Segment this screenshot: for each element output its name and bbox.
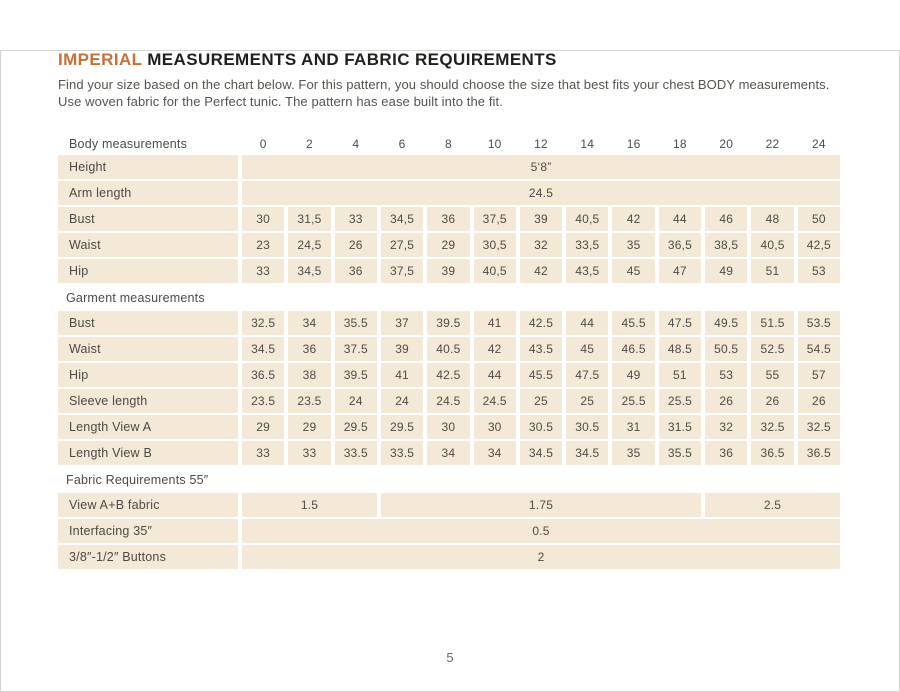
- measurement-cell: 40,5: [566, 207, 608, 231]
- measurement-cell: 30: [242, 207, 284, 231]
- measurement-cell: 43,5: [566, 259, 608, 283]
- section-label: Garment measurements: [66, 291, 205, 305]
- table-row: [58, 363, 840, 387]
- measurement-cell: 57: [798, 363, 840, 387]
- measurement-cell: 34: [474, 441, 516, 465]
- table-row: [58, 441, 840, 465]
- measurement-cell: 42.5: [427, 363, 469, 387]
- measurement-cell: 29.5: [335, 415, 377, 439]
- size-column-header: 24: [811, 137, 826, 151]
- measurement-cell: 45.5: [520, 363, 562, 387]
- measurement-cell: 34: [427, 441, 469, 465]
- measurement-cell: 35: [612, 441, 654, 465]
- measurement-cell: 33.5: [381, 441, 423, 465]
- row-label: Length View B: [58, 441, 238, 465]
- measurement-cell: 34: [288, 311, 330, 335]
- row-label: 3/8″-1/2″ Buttons: [58, 545, 238, 569]
- size-column-header: 12: [534, 137, 548, 151]
- measurement-cell: 2.5: [705, 493, 840, 517]
- measurement-cell: 23.5: [288, 389, 330, 413]
- measurement-cell: 34.5: [242, 337, 284, 361]
- measurement-cell: 23: [242, 233, 284, 257]
- measurement-cell: 37.5: [335, 337, 377, 361]
- measurement-cell: 36: [335, 259, 377, 283]
- measurement-cell: 44: [659, 207, 701, 231]
- measurement-cell: 24: [335, 389, 377, 413]
- measurement-cell: 31.5: [659, 415, 701, 439]
- table-row: [58, 311, 840, 335]
- measurement-cell: 52.5: [751, 337, 793, 361]
- measurement-cell: 37,5: [474, 207, 516, 231]
- measurement-cell: 24.5: [474, 389, 516, 413]
- measurement-cell: 24: [381, 389, 423, 413]
- measurement-cell: 48.5: [659, 337, 701, 361]
- measurement-cell: 45: [566, 337, 608, 361]
- table-row: [58, 207, 840, 231]
- measurement-cell: 43.5: [520, 337, 562, 361]
- page-number: 5: [446, 650, 454, 665]
- measurement-cell: 44: [566, 311, 608, 335]
- measurement-cell: 1.75: [381, 493, 701, 517]
- measurement-cell: 39: [427, 259, 469, 283]
- measurement-cell: 49: [705, 259, 747, 283]
- measurement-cell: 33.5: [335, 441, 377, 465]
- row-label: Waist: [58, 337, 238, 361]
- table-row: [58, 181, 840, 205]
- measurement-cell: 53: [705, 363, 747, 387]
- table-row: [58, 337, 840, 361]
- size-column-header: 2: [306, 137, 313, 151]
- measurement-cell: 25: [566, 389, 608, 413]
- measurement-cell: 49: [612, 363, 654, 387]
- table-row: [58, 519, 840, 543]
- measurement-cell: 5‘8”: [242, 155, 840, 179]
- measurement-cell: 24.5: [427, 389, 469, 413]
- measurement-cell: 34.5: [566, 441, 608, 465]
- measurement-cell: 38: [288, 363, 330, 387]
- measurement-cell: 36.5: [242, 363, 284, 387]
- measurement-cell: 37,5: [381, 259, 423, 283]
- measurement-cell: 42.5: [520, 311, 562, 335]
- measurement-cell: 30.5: [566, 415, 608, 439]
- size-column-header: 0: [259, 137, 267, 151]
- row-label: Arm length: [58, 181, 238, 205]
- measurement-cell: 46: [705, 207, 747, 231]
- measurement-cell: 33,5: [566, 233, 608, 257]
- measurement-cell: 36,5: [659, 233, 701, 257]
- size-column-header: 4: [352, 137, 360, 151]
- size-column-header: 20: [719, 137, 734, 151]
- measurement-cell: 39: [381, 337, 423, 361]
- measurement-cell: 32.5: [751, 415, 793, 439]
- page-title: [58, 50, 842, 69]
- section-row: [58, 285, 840, 311]
- measurement-cell: 36: [427, 207, 469, 231]
- row-label: Hip: [58, 363, 238, 387]
- intro-line-2: Use woven fabric for the Perfect tunic. The pattern has ease built into the fit.: [58, 93, 503, 109]
- table-row: [58, 389, 840, 413]
- measurement-cell: 30.5: [520, 415, 562, 439]
- header-label: Body measurements: [69, 137, 188, 151]
- measurement-cell: 35: [612, 233, 654, 257]
- measurement-cell: 55: [751, 363, 793, 387]
- measurement-cell: 33: [242, 259, 284, 283]
- measurement-cell: 54.5: [798, 337, 840, 361]
- measurement-cell: 24,5: [288, 233, 330, 257]
- measurement-cell: 26: [335, 233, 377, 257]
- measurement-cell: 42: [474, 337, 516, 361]
- measurement-cell: 36.5: [751, 441, 793, 465]
- measurement-cell: 40,5: [474, 259, 516, 283]
- row-label: Bust: [58, 311, 238, 335]
- measurement-cell: 44: [474, 363, 516, 387]
- measurement-cell: 38,5: [705, 233, 747, 257]
- measurement-cell: 50.5: [705, 337, 747, 361]
- measurement-cell: 33: [335, 207, 377, 231]
- measurement-cell: 34,5: [288, 259, 330, 283]
- measurement-cell: 31,5: [288, 207, 330, 231]
- intro-text: [58, 77, 842, 110]
- measurement-cell: 2: [242, 545, 840, 569]
- measurement-cell: 1.5: [242, 493, 377, 517]
- measurement-cell: 42,5: [798, 233, 840, 257]
- intro-line-1: Find your size based on the chart below. For this pattern, you should choose the size that best fits your chest BODY measurements.: [58, 77, 830, 92]
- measurement-cell: 53.5: [798, 311, 840, 335]
- measurement-cell: 47.5: [566, 363, 608, 387]
- measurement-cell: 36: [705, 441, 747, 465]
- pattern-instruction-page: [0, 50, 900, 665]
- measurement-cell: 24.5: [242, 181, 840, 205]
- table-row: [58, 415, 840, 439]
- measurement-cell: 23.5: [242, 389, 284, 413]
- measurement-cell: 32.5: [798, 415, 840, 439]
- measurement-cell: 27,5: [381, 233, 423, 257]
- measurement-cell: 51: [751, 259, 793, 283]
- row-label: Height: [58, 155, 238, 179]
- measurement-cell: 42: [520, 259, 562, 283]
- size-column-header: 8: [444, 137, 452, 151]
- measurement-cell: 39: [520, 207, 562, 231]
- measurement-cell: 36: [288, 337, 330, 361]
- measurement-cell: 29: [242, 415, 284, 439]
- measurement-cell: 35.5: [335, 311, 377, 335]
- measurement-cell: 31: [612, 415, 654, 439]
- measurement-cell: 25.5: [612, 389, 654, 413]
- row-label: Bust: [58, 207, 238, 231]
- size-column-header: 10: [487, 137, 502, 151]
- measurement-cell: 49.5: [705, 311, 747, 335]
- measurement-cell: 42: [612, 207, 654, 231]
- measurement-cell: 30: [474, 415, 516, 439]
- measurements-table: [58, 134, 840, 569]
- measurement-cell: 26: [705, 389, 747, 413]
- measurement-cell: 40,5: [751, 233, 793, 257]
- measurement-cell: 25.5: [659, 389, 701, 413]
- measurement-cell: 39.5: [335, 363, 377, 387]
- size-column-header: 14: [580, 137, 595, 151]
- measurement-cell: 26: [751, 389, 793, 413]
- measurement-cell: 34.5: [520, 441, 562, 465]
- measurement-cell: 29: [427, 233, 469, 257]
- measurement-cell: 45.5: [612, 311, 654, 335]
- table-row: [58, 233, 840, 257]
- measurement-cell: 50: [798, 207, 840, 231]
- row-label: Interfacing 35″: [58, 519, 238, 543]
- measurement-cell: 47.5: [659, 311, 701, 335]
- measurement-cell: 41: [474, 311, 516, 335]
- table-row: [58, 545, 840, 569]
- row-label: View A+B fabric: [58, 493, 238, 517]
- measurement-cell: 0.5: [242, 519, 840, 543]
- title-imperial-word: IMPERIAL: [58, 50, 143, 69]
- row-label: Waist: [58, 233, 238, 257]
- row-label: Hip: [58, 259, 238, 283]
- measurement-cell: 29: [288, 415, 330, 439]
- measurement-cell: 40.5: [427, 337, 469, 361]
- measurement-cell: 39.5: [427, 311, 469, 335]
- measurement-cell: 25: [520, 389, 562, 413]
- size-column-header: 18: [673, 137, 687, 151]
- table-row: [58, 155, 840, 179]
- measurement-cell: 53: [798, 259, 840, 283]
- table-row: [58, 259, 840, 283]
- measurement-cell: 51: [659, 363, 701, 387]
- section-label: Fabric Requirements 55″: [66, 473, 209, 487]
- row-label: Sleeve length: [58, 389, 238, 413]
- measurement-cell: 26: [798, 389, 840, 413]
- table-header-row: [58, 134, 840, 154]
- section-row: [58, 467, 840, 493]
- measurement-cell: 30,5: [474, 233, 516, 257]
- measurement-cell: 32: [520, 233, 562, 257]
- measurement-cell: 41: [381, 363, 423, 387]
- measurement-cell: 30: [427, 415, 469, 439]
- measurement-cell: 29.5: [381, 415, 423, 439]
- measurement-cell: 37: [381, 311, 423, 335]
- size-column-header: 22: [765, 137, 780, 151]
- size-column-header: 6: [398, 137, 406, 151]
- row-label: Length View A: [58, 415, 238, 439]
- size-column-header: 16: [626, 137, 641, 151]
- measurement-cell: 32: [705, 415, 747, 439]
- measurement-cell: 46.5: [612, 337, 654, 361]
- measurement-cell: 48: [751, 207, 793, 231]
- measurement-cell: 33: [288, 441, 330, 465]
- measurement-cell: 35.5: [659, 441, 701, 465]
- measurement-cell: 45: [612, 259, 654, 283]
- measurement-cell: 32.5: [242, 311, 284, 335]
- title-rest: MEASUREMENTS AND FABRIC REQUIREMENTS: [142, 50, 557, 69]
- measurement-cell: 51.5: [751, 311, 793, 335]
- measurement-cell: 33: [242, 441, 284, 465]
- measurement-cell: 34,5: [381, 207, 423, 231]
- measurement-cell: 47: [659, 259, 701, 283]
- measurement-cell: 36.5: [798, 441, 840, 465]
- table-row: [58, 493, 840, 517]
